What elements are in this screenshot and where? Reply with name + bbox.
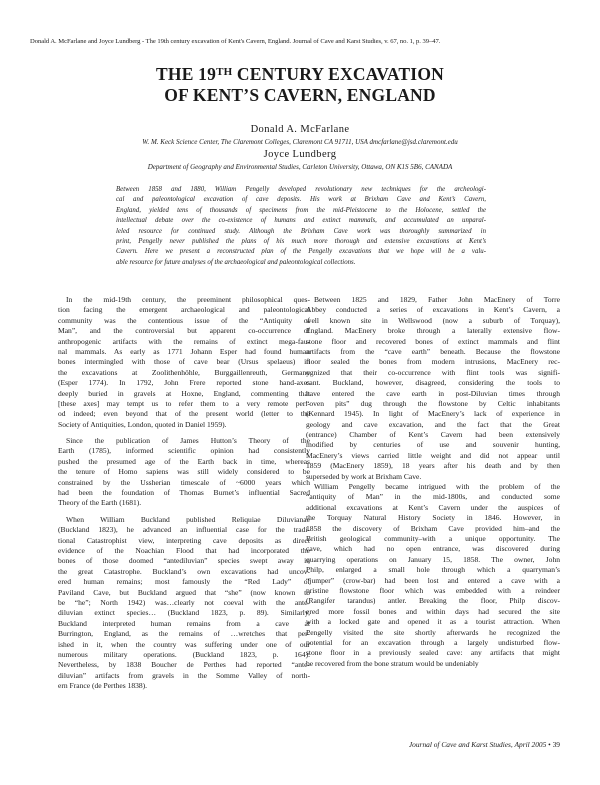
body-text-line: stone floor and recovered bones of extinct mammals and flint: [306, 336, 560, 346]
body-text-line: cant. Buckland, however, disagreed, considering the tools to: [306, 378, 560, 388]
body-text-line: Buckland interpreted human remains from a cave at: [58, 618, 310, 628]
body-text-line: ern France (de Perthes 1838).: [58, 681, 148, 691]
body-text-line: England. MacEnery broke through a laterally extensive flow-: [306, 326, 560, 336]
body-text-line: pristine flowstone floor which was embedded with a reindeer: [306, 585, 560, 595]
body-text-line: “oven pits” dug through the flowstone by Celtic inhabitants: [306, 398, 560, 408]
body-text-line: modified by centuries of use and souvenir hunting,: [306, 440, 560, 450]
body-text-line: Earth (1785), informed scientific opinion had consistently: [58, 446, 310, 456]
body-text-line: Society of Antiquities, London, quoted in Daniel 1959).: [58, 419, 227, 429]
body-text-line: British geological community–with a unique opportunity. The: [306, 533, 560, 543]
body-text-line: (Kennard 1945). In light of MacEnery’s lack of experience in: [306, 409, 560, 419]
body-text-line: potential for an excavation through a largely undisturbed flow-: [306, 637, 560, 647]
abstract-line: intellectual debate over the co-existence of humans and extinct mammals, and accumulated an unparal-: [116, 217, 486, 225]
body-text-line: additional excavations at Kent’s Cavern under the auspices of: [306, 502, 560, 512]
body-text-line: Between 1825 and 1829, Father John MacEnery of Torre: [314, 295, 560, 304]
body-text-line: floor sealed the bones from modern intrusions, MacEnery rec-: [306, 357, 560, 367]
abstract: [116, 185, 486, 268]
body-text-line: Since the publication of James Hutton’s Theory of the: [66, 436, 310, 446]
body-text-line: Nevertheless, by 1838 Boucher de Perthes had reported “ante-: [58, 660, 310, 670]
body-text-line: quarrying operations on January 15, 1858. The owner, John: [306, 554, 560, 564]
footer-journal: Journal of Cave and Karst Studies, April 2005: [408, 740, 547, 749]
body-text-line: ognized that their co-occurrence with flint tools was signifi-: [306, 367, 560, 377]
abstract-line: print, Pengelly never published the plans of his much more thorough and extensive excavations at Kent’s: [116, 237, 486, 245]
title-line-2: OF KENT’S CAVERN, ENGLAND: [164, 85, 436, 105]
title-line-1: [0, 64, 600, 85]
body-text-line: had been the foundation of Thomas Burnet’s influential Sacred: [58, 488, 310, 498]
body-text-line: “antiquity of Man” in the mid-1800s, and conducted some: [306, 492, 560, 502]
body-text-line: cave, which had no open entrance, was discovered during: [306, 544, 560, 554]
title-line-1-sup: TH: [216, 66, 233, 78]
body-text-line: Man”, and the controversial but apparent co-occurrence of: [58, 326, 310, 336]
body-text-line: with a locked gate and opened it as a tourist attraction. When: [306, 617, 560, 627]
article-title: [0, 64, 600, 106]
abstract-line: Between 1858 and 1880, William Pengelly developed revolutionary new techniques for the archeologi-: [116, 186, 486, 193]
body-text-line: the tenure of Homo sapiens was still widely considered to be: [58, 467, 310, 477]
body-text-line: pushed the presumed age of the Earth back in time, whereas: [58, 456, 310, 466]
body-text-line: ered more fossil bones and within days had secured the site: [306, 606, 560, 616]
body-text-line: diluvian extinct species… (Buckland 1823, p. 89). Similarly,: [58, 608, 310, 618]
title-line-1-post: CENTURY EXCAVATION: [232, 64, 444, 84]
abstract-line: Cavern. Here we present a reconstructed plan of the Pengelly excavations that we hope will be a valu-: [116, 248, 486, 256]
body-text-line: be recovered from the bone stratum would be undeniably: [306, 658, 479, 668]
body-text-line: superseded by work at Brixham Cave.: [306, 471, 422, 481]
body-text-line: Abbey conducted a series of excavations in Kent’s Cavern, a: [306, 305, 560, 315]
body-text-line: Paviland Cave, but Buckland argued that “she” (now known to: [58, 587, 310, 597]
body-text-line: bones of those doomed “antediluvian” species swept away in: [58, 556, 310, 566]
body-text-line: ished in it, when the country was suffering under one of our: [58, 639, 310, 649]
body-text-line: artifacts from the “cave earth” beneath. Because the flowstone: [306, 346, 560, 356]
page-footer: [409, 740, 560, 749]
body-text-line: (entrance) Chamber of Kent’s Cavern had been extensively: [306, 430, 560, 440]
author-affiliation-1: W. M. Keck Science Center, The Claremont Colleges, Claremont CA 91711, USA dmcfarlane@jsd.claremont.edu: [142, 138, 458, 146]
body-text-line: (Esper 1774). In 1792, John Frere reported stone hand-axes: [58, 378, 310, 388]
body-text-line: 1858 the discovery of Brixham Cave provided him–and the: [306, 523, 560, 533]
footer-page-number: • 39: [548, 740, 560, 749]
body-text-line: anthropogenic artifacts with the remains of extinct mega-fau-: [58, 336, 310, 346]
author-affiliation-2: Department of Geography and Environmental Studies, Carleton University, Ottawa, ON K1S 5B6, CANADA: [147, 163, 453, 171]
running-head: Donald A. McFarlane and Joyce Lundberg - The 19th century excavation of Kent's Cavern, England. Journal of Cave and Karst Studies, v. 67, no. 1, p. 39–47.: [30, 38, 441, 45]
body-text-line: (Rangifer tarandus) antler. Breaking the floor, Philp discov-: [306, 596, 560, 606]
body-text-line: the Torquay Natural History Society in 1846. However, in: [306, 513, 560, 523]
body-text-line: well known site in Wellswood (now a suburb of Torquay),: [306, 315, 560, 325]
body-text-line: 1859 (MacEnery 1859), 18 years after his death and by then: [306, 461, 560, 471]
body-text-line: (Buckland 1823), he advanced an influential case for the tradi-: [58, 525, 310, 535]
body-text-line: “jumper” (crow-bar) had been lost and entered a cave with a: [306, 575, 560, 585]
body-text-line: Burrington, England, as the remains of …wretches that per-: [58, 629, 310, 639]
body-text-line: deeply buried in gravels at Hoxne, England, commenting that: [58, 388, 310, 398]
body-text-line: bones intermingled with those of cave bear (Ursus spelaeus) in: [58, 357, 310, 367]
body-text-line: community was the contentious issue of the “Antiquity of: [58, 315, 310, 325]
body-text-line: In the mid-19th century, the preeminent philosophical ques-: [66, 295, 310, 304]
body-text-line: be “he”; North 1942) was…clearly not coeval with the ante-: [58, 597, 310, 607]
body-column-left: [58, 295, 310, 691]
body-text-line: evidence of the Noachian Flood that had incorporated the: [58, 545, 310, 555]
body-text-line: numerous military operations. (Buckland 1823, p. 164).: [58, 649, 310, 659]
body-text-line: When William Buckland published Reliquiae Diluvianae: [66, 514, 310, 524]
body-text-line: Pengelly visited the site shortly afterwards he recognized the: [306, 627, 560, 637]
body-text-line: William Pengelly became intrigued with the problem of the: [314, 482, 560, 492]
body-text-line: [these axes] may tempt us to refer them to a very remote peri-: [58, 398, 310, 408]
body-text-line: geology and cave excavation, and the fact that the Great: [306, 419, 560, 429]
abstract-line: able resource for future analyses of the archaeological and paleontological collections.: [116, 258, 356, 266]
author-name-2: Joyce Lundberg: [263, 149, 337, 160]
abstract-line: England, yielded tens of thousands of specimens from the mid-Pleistocene to the Holocene, settled the: [116, 206, 486, 214]
body-text-line: Theory of the Earth (1681).: [58, 498, 142, 508]
body-text-line: the great Catastrophe. Buckland’s own excavations had uncov-: [58, 566, 310, 576]
body-text-line: od indeed; even beyond that of the present world (letter to the: [58, 409, 310, 419]
body-text-line: MacEnery’s views carried little weight and did not appear until: [306, 450, 560, 460]
body-text-line: have entered the cave earth in post-Diluvian times through: [306, 388, 560, 398]
author-block: [0, 123, 600, 173]
body-text-line: tional Catastrophist view, interpreting cave deposits as direct: [58, 535, 310, 545]
body-text-line: the excavations at Zoolithenhöhle, Burggaillenreuth, Germany: [58, 367, 310, 377]
body-text-line: nal mammals. As early as 1771 Johann Esper had found human: [58, 346, 310, 356]
body-text-line: diluvian” artifacts from gravels in the Somme Valley of north-: [58, 670, 310, 680]
body-text-line: constrained by the Ussherian timescale of ~6000 years which: [58, 477, 310, 487]
body-text-line: tion facing the emergent archaeological and paleontological: [58, 305, 310, 315]
body-text-line: ered human remains; most famously the “Red Lady” of: [58, 577, 310, 587]
body-text-line: Philp, enlarged a small hole through which a quarryman’s: [306, 565, 560, 575]
body-text-line: stone floor in a previously sealed cave: any artifacts that might: [306, 648, 560, 658]
body-column-right: [306, 295, 560, 669]
title-line-1-pre: THE 19: [156, 64, 217, 84]
abstract-line: leled resource for continued study. Although the Brixham Cave work was thoroughly summarized in: [116, 227, 486, 235]
author-name-1: Donald A. McFarlane: [250, 124, 350, 135]
abstract-line: cal and paleontological excavation of cave deposits. His work at Brixham Cave and Kent’s Cavern,: [116, 196, 486, 204]
